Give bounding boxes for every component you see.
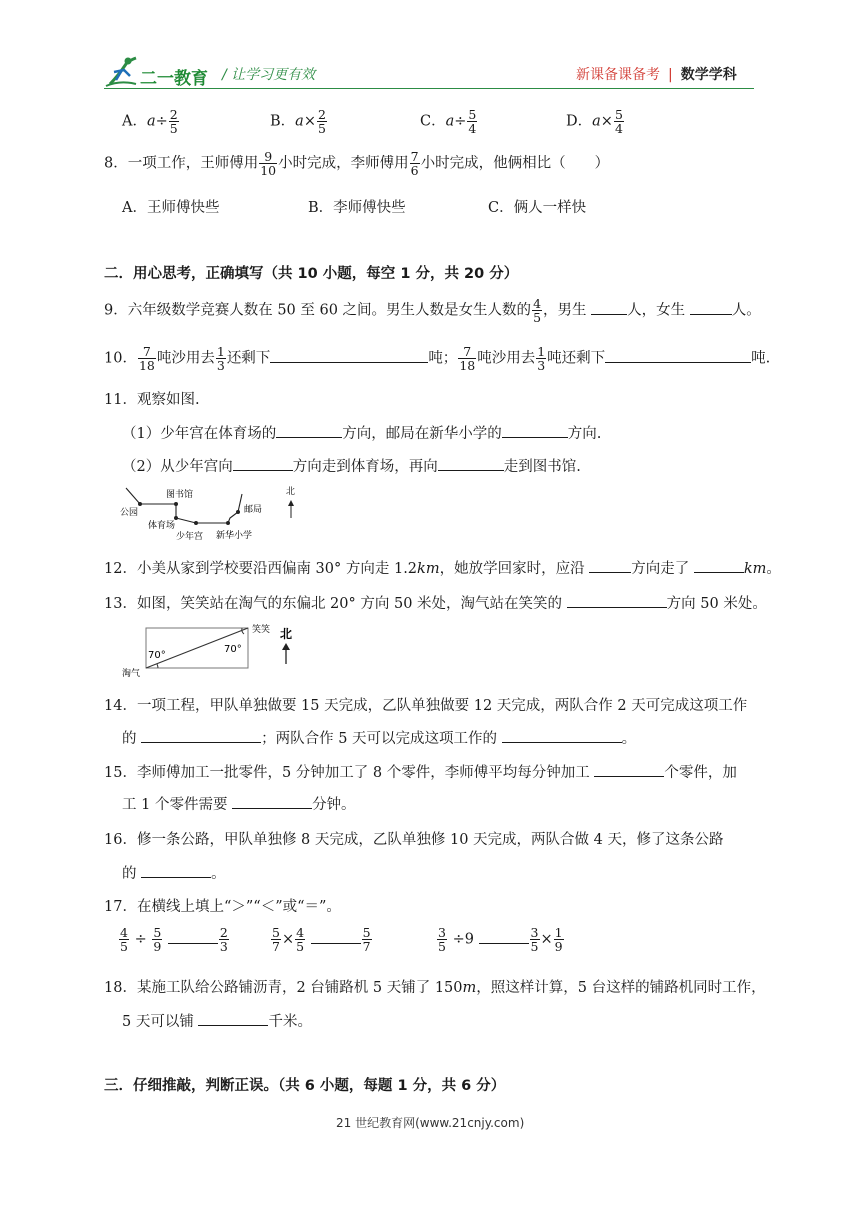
q8-option-a: A．王师傅快些	[122, 200, 220, 216]
q7-option-d: D．a× $\frac{5}{4}$	[566, 107, 623, 136]
answer-blank	[567, 593, 667, 608]
answer-blank	[232, 794, 312, 809]
map-label-school: 新华小学	[216, 531, 253, 541]
map-label-park: 公园	[120, 508, 139, 518]
library-dot	[174, 502, 178, 506]
q17-item-3: $\frac{3}{5}$ ÷9 $\frac{3}{5}$ × $\frac{1}{9}$	[438, 925, 563, 954]
map-label-north: 北	[286, 487, 296, 497]
running-figure-logo-icon	[104, 54, 138, 88]
fraction: $\frac{9}{10}$	[260, 149, 277, 178]
label-xiaoxiao: 笑笑	[252, 625, 271, 635]
fraction: $\frac{3}{5}$	[438, 925, 446, 954]
stadium-dot	[174, 516, 178, 520]
q18-line1: 18．某施工队给公路铺沥青，2 台铺路机 5 天铺了 150m，照这样计算，5 台这样的铺路机同时工作，	[104, 980, 766, 996]
header-rule	[104, 88, 754, 89]
park-dot	[138, 502, 142, 506]
fraction: $\frac{1}{3}$	[537, 344, 546, 373]
answer-blank	[311, 929, 361, 944]
q7-option-b: B．a× $\frac{2}{5}$	[270, 107, 326, 136]
slogan: / 让学习更有效	[222, 67, 316, 83]
q17-title: 17．在横线上填上“＞”“＜”或“＝”。	[104, 899, 341, 915]
q13: 13．如图，笑笑站在淘气的东偏北 20° 方向 50 米处，淘气站在笑笑的 方向 50 米处。	[104, 592, 767, 613]
answer-blank	[594, 762, 664, 777]
answer-blank	[276, 423, 342, 438]
angle-label: 70°	[224, 644, 242, 655]
fraction: $\frac{2}{5}$	[317, 107, 326, 136]
youth-palace-dot	[194, 521, 198, 525]
fraction: $\frac{1}{3}$	[216, 344, 225, 373]
q14-line2: 的 ；两队合作 5 天可以完成这项工作的 。	[122, 727, 636, 748]
section-2-heading: 二．用心思考，正确填写（共 10 小题，每空 1 分，共 20 分）	[104, 266, 519, 282]
north-label: 北	[280, 627, 293, 641]
fraction: $\frac{5}{7}$	[272, 925, 280, 954]
section-3-heading: 三．仔细推敲，判断正误。（共 6 小题，每题 1 分，共 6 分）	[104, 1078, 506, 1094]
page-footer: 21 世纪教育网(www.21cnjy.com)	[336, 1116, 525, 1130]
q16-line1: 16．修一条公路，甲队单独修 8 天完成，乙队单独修 10 天完成，两队合做 4 天，修了这条公路	[104, 832, 724, 848]
answer-blank	[233, 456, 293, 471]
header-course: 新课备课备考	[576, 67, 660, 83]
answer-blank	[694, 558, 744, 573]
fraction: $\frac{5}{4}$	[468, 107, 477, 136]
fraction: $\frac{2}{3}$	[219, 925, 228, 954]
map-label-post: 邮局	[244, 505, 263, 515]
q7-option-a: A．a÷ $\frac{2}{5}$	[122, 107, 178, 136]
fraction: $\frac{7}{18}$	[459, 344, 476, 373]
fraction: $\frac{5}{4}$	[614, 107, 623, 136]
fraction: $\frac{1}{9}$	[554, 925, 563, 954]
q11-sub2: （2）从少年宫向 方向走到体育场，再向 走到图书馆.	[122, 455, 581, 476]
answer-blank	[270, 348, 428, 363]
answer-blank	[605, 348, 751, 363]
label-taoqi: 淘气	[122, 669, 141, 678]
q10: 10． $\frac{7}{18}$ 吨沙用去 $\frac{1}{3}$ 还剩下 吨； $\frac{7}{18}$ 吨沙用去 $\frac{1}{3}$ 吨还剩下 吨.	[104, 344, 771, 373]
q17-item-2: $\frac{5}{7}$ × $\frac{4}{5}$ $\frac{5}{7}$	[272, 925, 371, 954]
answer-blank	[168, 929, 218, 944]
angle-label: 70°	[148, 650, 166, 661]
answer-blank	[141, 728, 261, 743]
q16-line2: 的 。	[122, 862, 226, 883]
q15-line1: 15．李师傅加工一批零件，5 分钟加工了 8 个零件，李师傅平均每分钟加工 个零件，加	[104, 761, 737, 782]
q8-stem: 8．一项工作，王师傅用 $\frac{9}{10}$ 小时完成，李师傅用 $\frac{7}{6}$ 小时完成，他俩相比（ ）	[104, 149, 610, 178]
answer-blank	[591, 300, 627, 315]
fraction: $\frac{4}{5}$	[120, 925, 128, 954]
answer-blank	[589, 558, 631, 573]
q11-title: 11．观察如图.	[104, 392, 200, 408]
q8-option-c: C．俩人一样快	[488, 200, 587, 216]
fraction: $\frac{4}{5}$	[533, 296, 542, 325]
map-label-stadium: 体育场	[148, 521, 176, 531]
q14-line1: 14．一项工程，甲队单独做要 15 天完成，乙队单独做要 12 天完成，两队合作 2 天可完成这项工作	[104, 698, 748, 714]
q12: 12．小美从家到学校要沿西偏南 30° 方向走 1.2km，她放学回家时，应沿 方向走了 km。	[104, 557, 781, 578]
answer-blank	[690, 300, 732, 315]
answer-blank	[502, 728, 622, 743]
answer-blank	[141, 863, 211, 878]
fraction: $\frac{2}{5}$	[169, 107, 178, 136]
header-subject: 数学学科	[680, 67, 737, 83]
answer-blank	[502, 423, 568, 438]
fraction: $\frac{5}{7}$	[362, 925, 371, 954]
school-dot	[226, 521, 230, 525]
answer-blank	[438, 456, 504, 471]
q7-option-c: C．a÷ $\frac{5}{4}$	[420, 107, 477, 136]
header-right	[576, 64, 737, 84]
map-label-youth: 少年宫	[176, 532, 204, 542]
q11-map-figure	[118, 482, 318, 544]
post-office-dot	[236, 510, 240, 514]
fraction: $\frac{5}{9}$	[153, 925, 162, 954]
q8-option-b: B．李师傅快些	[308, 200, 406, 216]
header-separator: |	[668, 67, 673, 83]
q15-line2: 工 1 个零件需要 分钟。	[122, 793, 356, 814]
fraction: $\frac{7}{6}$	[410, 149, 419, 178]
q9: 9．六年级数学竞赛人数在 50 至 60 之间。男生人数是女生人数的 $\frac{4}{5}$ ，男生 人，女生 人。	[104, 296, 761, 325]
q13-figure	[118, 620, 308, 678]
logo-text: 二一教育	[140, 69, 208, 89]
answer-blank	[479, 929, 529, 944]
answer-blank	[198, 1011, 268, 1026]
q11-sub1: （1）少年宫在体育场的 方向，邮局在新华小学的 方向.	[122, 422, 601, 443]
fraction: $\frac{7}{18}$	[138, 344, 155, 373]
q17-item-1: $\frac{4}{5}$ ÷ $\frac{5}{9}$ $\frac{2}{3}$	[120, 925, 228, 954]
q18-line2: 5 天可以铺 千米。	[122, 1010, 312, 1031]
fraction: $\frac{4}{5}$	[296, 925, 305, 954]
fraction: $\frac{3}{5}$	[530, 925, 539, 954]
map-label-library: 图书馆	[166, 490, 194, 500]
